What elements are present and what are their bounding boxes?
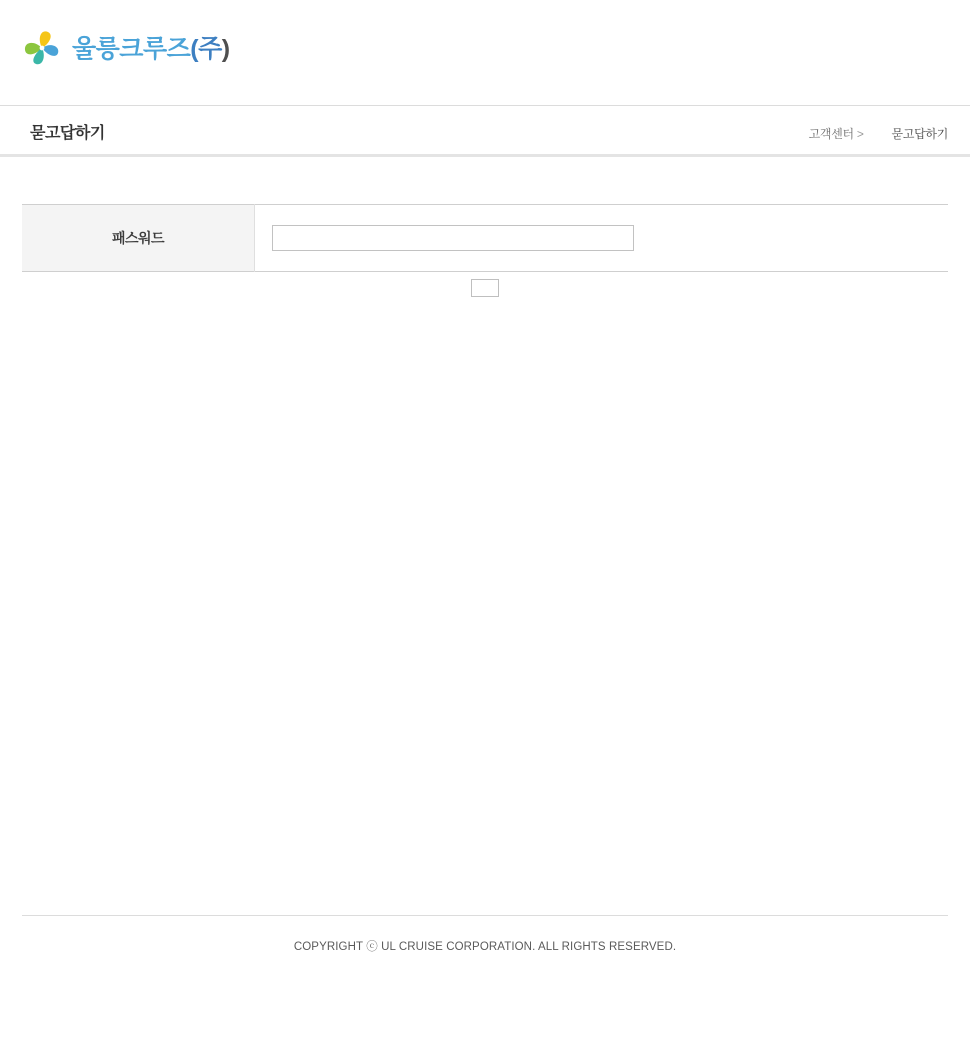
password-input[interactable] bbox=[272, 225, 634, 251]
password-field-cell bbox=[255, 205, 949, 272]
form-actions bbox=[22, 272, 948, 301]
table-row bbox=[22, 205, 948, 272]
password-label: 패스워드 bbox=[22, 205, 255, 272]
password-form-table bbox=[22, 204, 948, 272]
brand-name-part1: 울릉크루즈 bbox=[72, 34, 191, 63]
site-header bbox=[0, 0, 970, 105]
page-title: 묻고답하기 bbox=[30, 125, 105, 142]
breadcrumb-item-parent[interactable]: 고객센터 bbox=[808, 127, 854, 141]
submit-button[interactable] bbox=[471, 279, 499, 297]
site-footer bbox=[0, 915, 970, 954]
brand-name bbox=[72, 34, 230, 63]
breadcrumb-item-current: 묻고답하기 bbox=[891, 127, 948, 141]
sub-navigation-inner bbox=[22, 106, 948, 154]
brand-name-part3: ) bbox=[221, 34, 230, 63]
pinwheel-flower-icon bbox=[22, 28, 62, 70]
breadcrumb bbox=[809, 125, 948, 142]
sub-navigation-bar bbox=[0, 105, 970, 157]
brand-name-part2: (주 bbox=[190, 34, 222, 63]
footer-copyright: COPYRIGHT ⓒ UL CRUISE CORPORATION. ALL RIGHTS RESERVED. bbox=[293, 941, 677, 953]
brand-logo-link[interactable] bbox=[22, 28, 230, 70]
breadcrumb-separator-icon: > bbox=[856, 126, 864, 141]
main-content bbox=[22, 157, 948, 857]
